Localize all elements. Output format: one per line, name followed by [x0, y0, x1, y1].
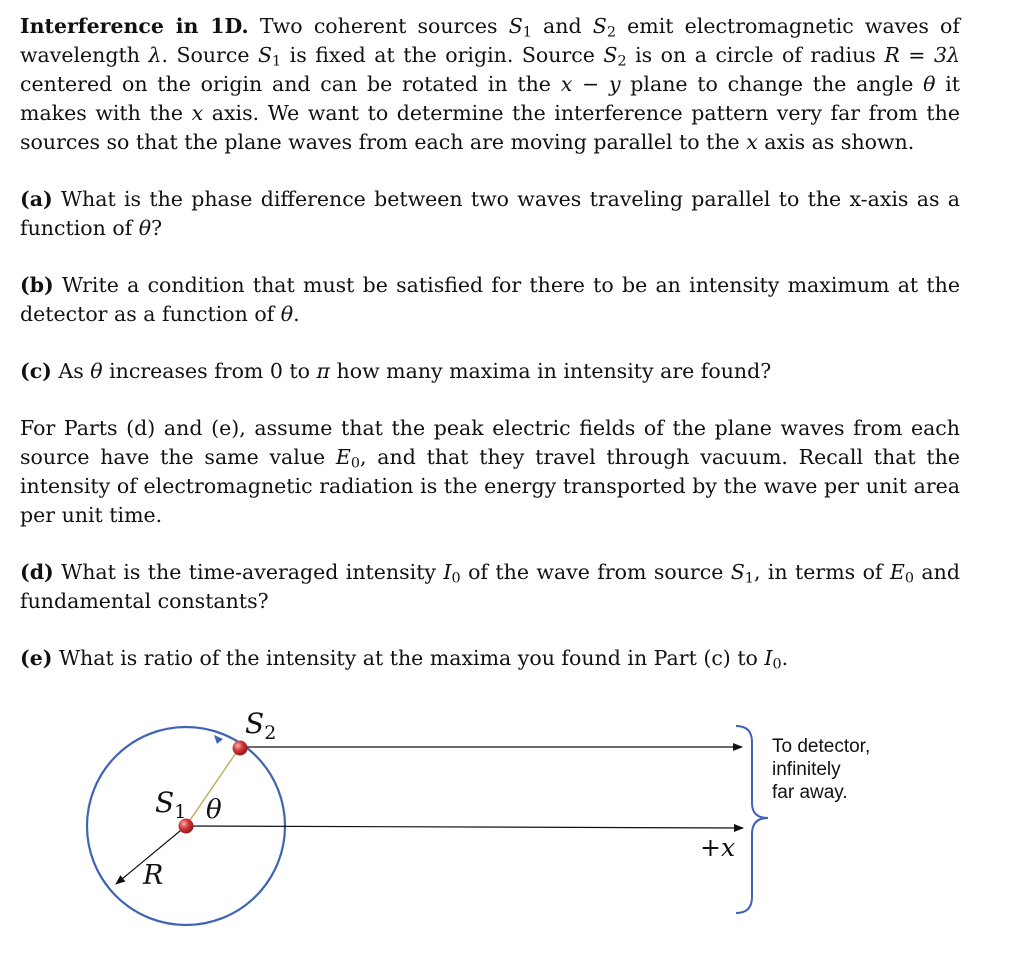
problem-text — [20, 12, 960, 701]
parts-de-intro: For Parts (d) and (e), assume that the peak electric fields of the plane waves from each source have the same value $E_0$, and that they travel through vacuum. Recall that the intensity of electromagnetic radiation is the energy transported by the wave per unit area per unit time. — [20, 416, 960, 527]
x-axis-label: +x — [700, 833, 736, 862]
part-b: (b) Write a condition that must be satisfied for there to be an intensity maximum at the detector as a function of θ. — [20, 273, 960, 326]
plane-expression: x − y — [560, 72, 621, 96]
source-s2-dot — [233, 741, 248, 756]
rotation-arrow-icon — [214, 735, 223, 744]
s2-symbol: S — [603, 43, 618, 67]
s1-label: $S_1$ — [155, 786, 187, 823]
detector-note: To detector, infinitely far away. — [772, 736, 871, 803]
r-label: R — [143, 860, 164, 891]
theta-label: θ — [206, 795, 222, 825]
part-c: (c) As θ increases from 0 to π how many maxima in intensity are found? — [20, 359, 772, 383]
interference-diagram — [0, 690, 1020, 956]
s1-wave-arrow — [186, 826, 743, 828]
part-a: (a) What is the phase difference between two waves traveling parallel to the x-axis as a function of θ? — [20, 187, 960, 240]
s2-label: $S_2$ — [245, 707, 277, 744]
radius-expression: R = 3λ — [884, 43, 960, 67]
detector-brace — [736, 726, 768, 913]
x-symbol: x — [746, 130, 758, 154]
part-d: (d) What is the time-averaged intensity $I_0$ of the wave from source $S_1$, in terms of $E_0$ and fundamental constants? — [20, 560, 960, 613]
s1-symbol: S — [257, 43, 273, 67]
problem-title: Interference in 1D. — [20, 14, 249, 38]
part-e: (e) What is ratio of the intensity at the maxima you found in Part (c) to $I_0$. — [20, 646, 789, 673]
intro-paragraph: Interference in 1D. Two coherent sources $S_1$ and $S_2$ emit electromagnetic waves of wavelength λ. Source $S_1$ is fixed at the origin. Source $S_2$ is on a circle of radius R = 3λ centered on the origin and can be rotated in the x − y plane to change the angle θ it makes with the x axis. We want to determine the interference pattern very far from the sources so that the plane waves from each are moving parallel to the x axis as shown. — [20, 14, 960, 154]
